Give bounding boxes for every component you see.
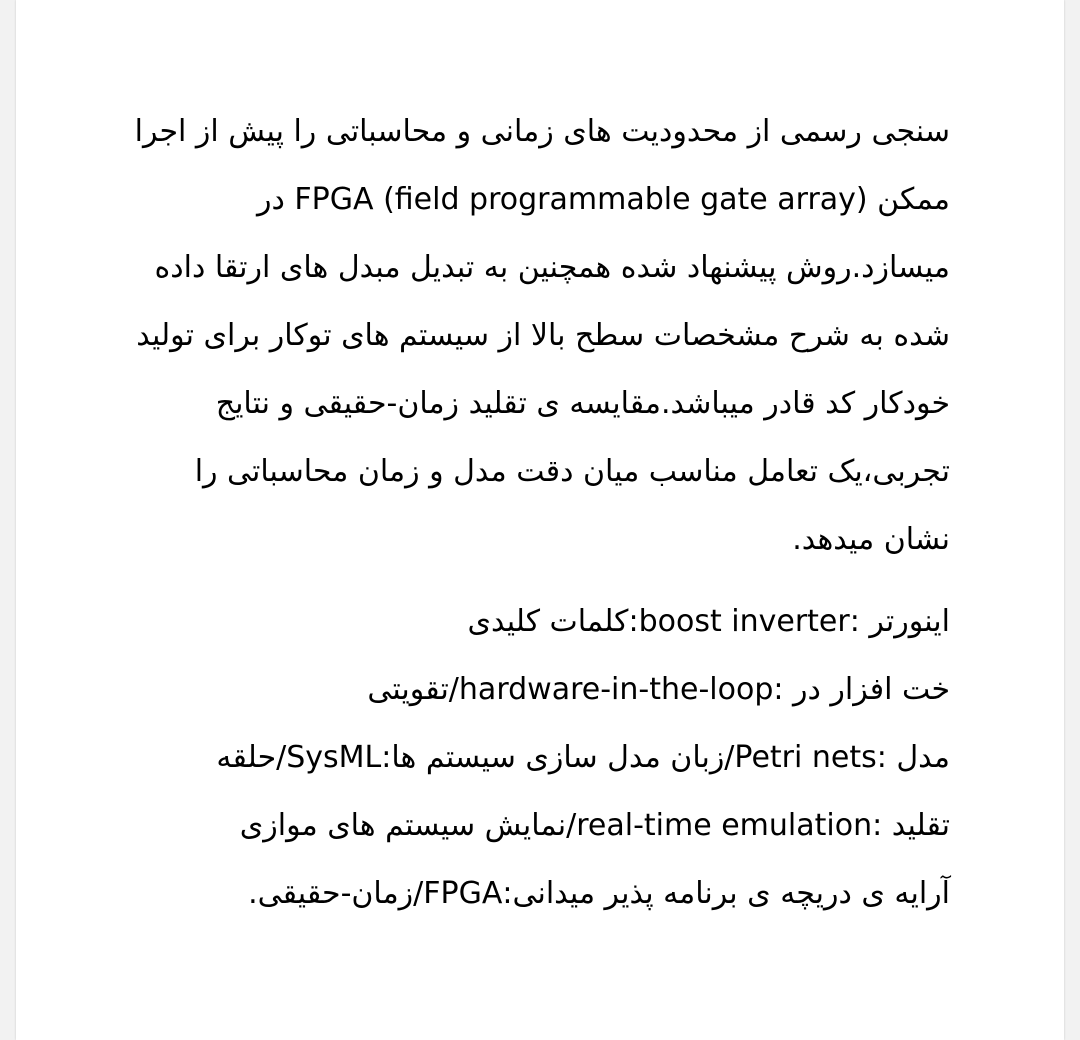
keywords-line: تقلید :real-time emulation/نمایش سیستم های موازی — [239, 808, 950, 843]
abstract-line: میسازد.روش پیشنهاد شده همچنین به تبدیل مبدل های ارتقا داده — [154, 250, 950, 285]
keywords-paragraph — [150, 588, 950, 928]
keywords-line: آرایه ی دریچه ی برنامه پذیر میدانی:FPGA/زمان-حقیقی. — [248, 876, 950, 911]
keywords-line: اینورتر :boost inverter:کلمات کلیدی — [467, 604, 950, 639]
document-text — [134, 98, 950, 928]
abstract-line: نشان میدهد. — [792, 522, 950, 557]
abstract-line: سنجی رسمی از محدودیت های زمانی و محاسباتی را پیش از اجرا — [134, 114, 950, 149]
keywords-line: مدل :Petri nets/زبان مدل سازی سیستم ها:SysML/حلقه — [216, 740, 950, 775]
abstract-line: ممکن FPGA (field programmable gate array) در — [257, 182, 950, 217]
abstract-line: خودکار کد قادر میباشد.مقایسه ی تقلید زمان-حقیقی و نتایج — [215, 386, 950, 421]
abstract-line: شده به شرح مشخصات سطح بالا از سیستم های توکار برای تولید — [136, 318, 950, 353]
keywords-line: خت افزار در :hardware-in-the-loop/تقویتی — [367, 672, 950, 707]
abstract-paragraph — [134, 98, 950, 574]
document-page — [16, 0, 1064, 1040]
abstract-line: تجربی،یک تعامل مناسب میان دقت مدل و زمان محاسباتی را — [194, 454, 950, 489]
paragraph-gap — [150, 574, 950, 588]
